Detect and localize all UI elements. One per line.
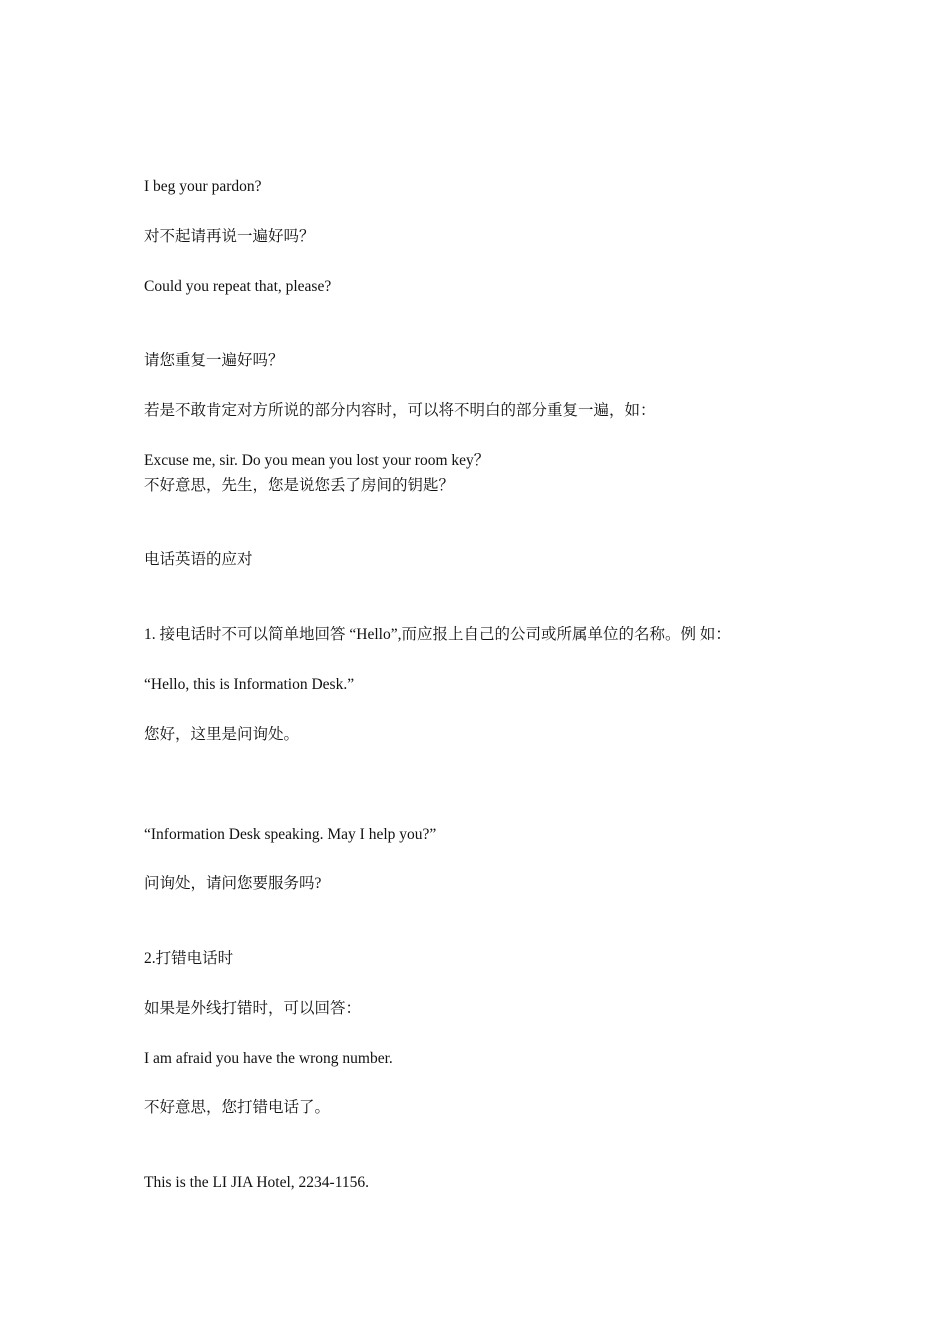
text-line-4: 请您重复一遍好吗？ [144,352,284,369]
text-line-12: “Information Desk speaking. May I help you?” [144,826,437,843]
text-line-15: 如果是外线打错时，可以回答： [144,1000,362,1017]
text-line-6: Excuse me, sir. Do you mean you lost your room key？ [144,452,490,469]
text-line-17: 不好意思，您打错电话了。 [144,1099,331,1116]
text-line-18: This is the LI JIA Hotel, 2234-1156. [144,1174,370,1191]
text-line-13: 问询处，请问您要服务吗? [144,875,322,892]
text-line-14: 2.打错电话时 [144,950,234,967]
text-line-3: Could you repeat that, please? [144,278,332,295]
section-heading: 电话英语的应对 [144,551,253,568]
text-line-1: I beg your pardon? [144,178,262,195]
text-line-10: “Hello, this is Information Desk.” [144,676,355,693]
text-line-16: I am afraid you have the wrong number. [144,1050,393,1067]
text-line-9: 1. 接电话时不可以简单地回答 “Hello”,而应报上自己的公司或所属单位的名称。例 如： [144,626,731,643]
text-line-5: 若是不敢肯定对方所说的部分内容时，可以将不明白的部分重复一遍，如： [144,402,656,419]
text-line-7: 不好意思，先生，您是说您丢了房间的钥匙？ [144,477,455,494]
text-line-11: 您好，这里是问询处。 [144,726,300,743]
text-line-2: 对不起请再说一遍好吗？ [144,228,315,245]
